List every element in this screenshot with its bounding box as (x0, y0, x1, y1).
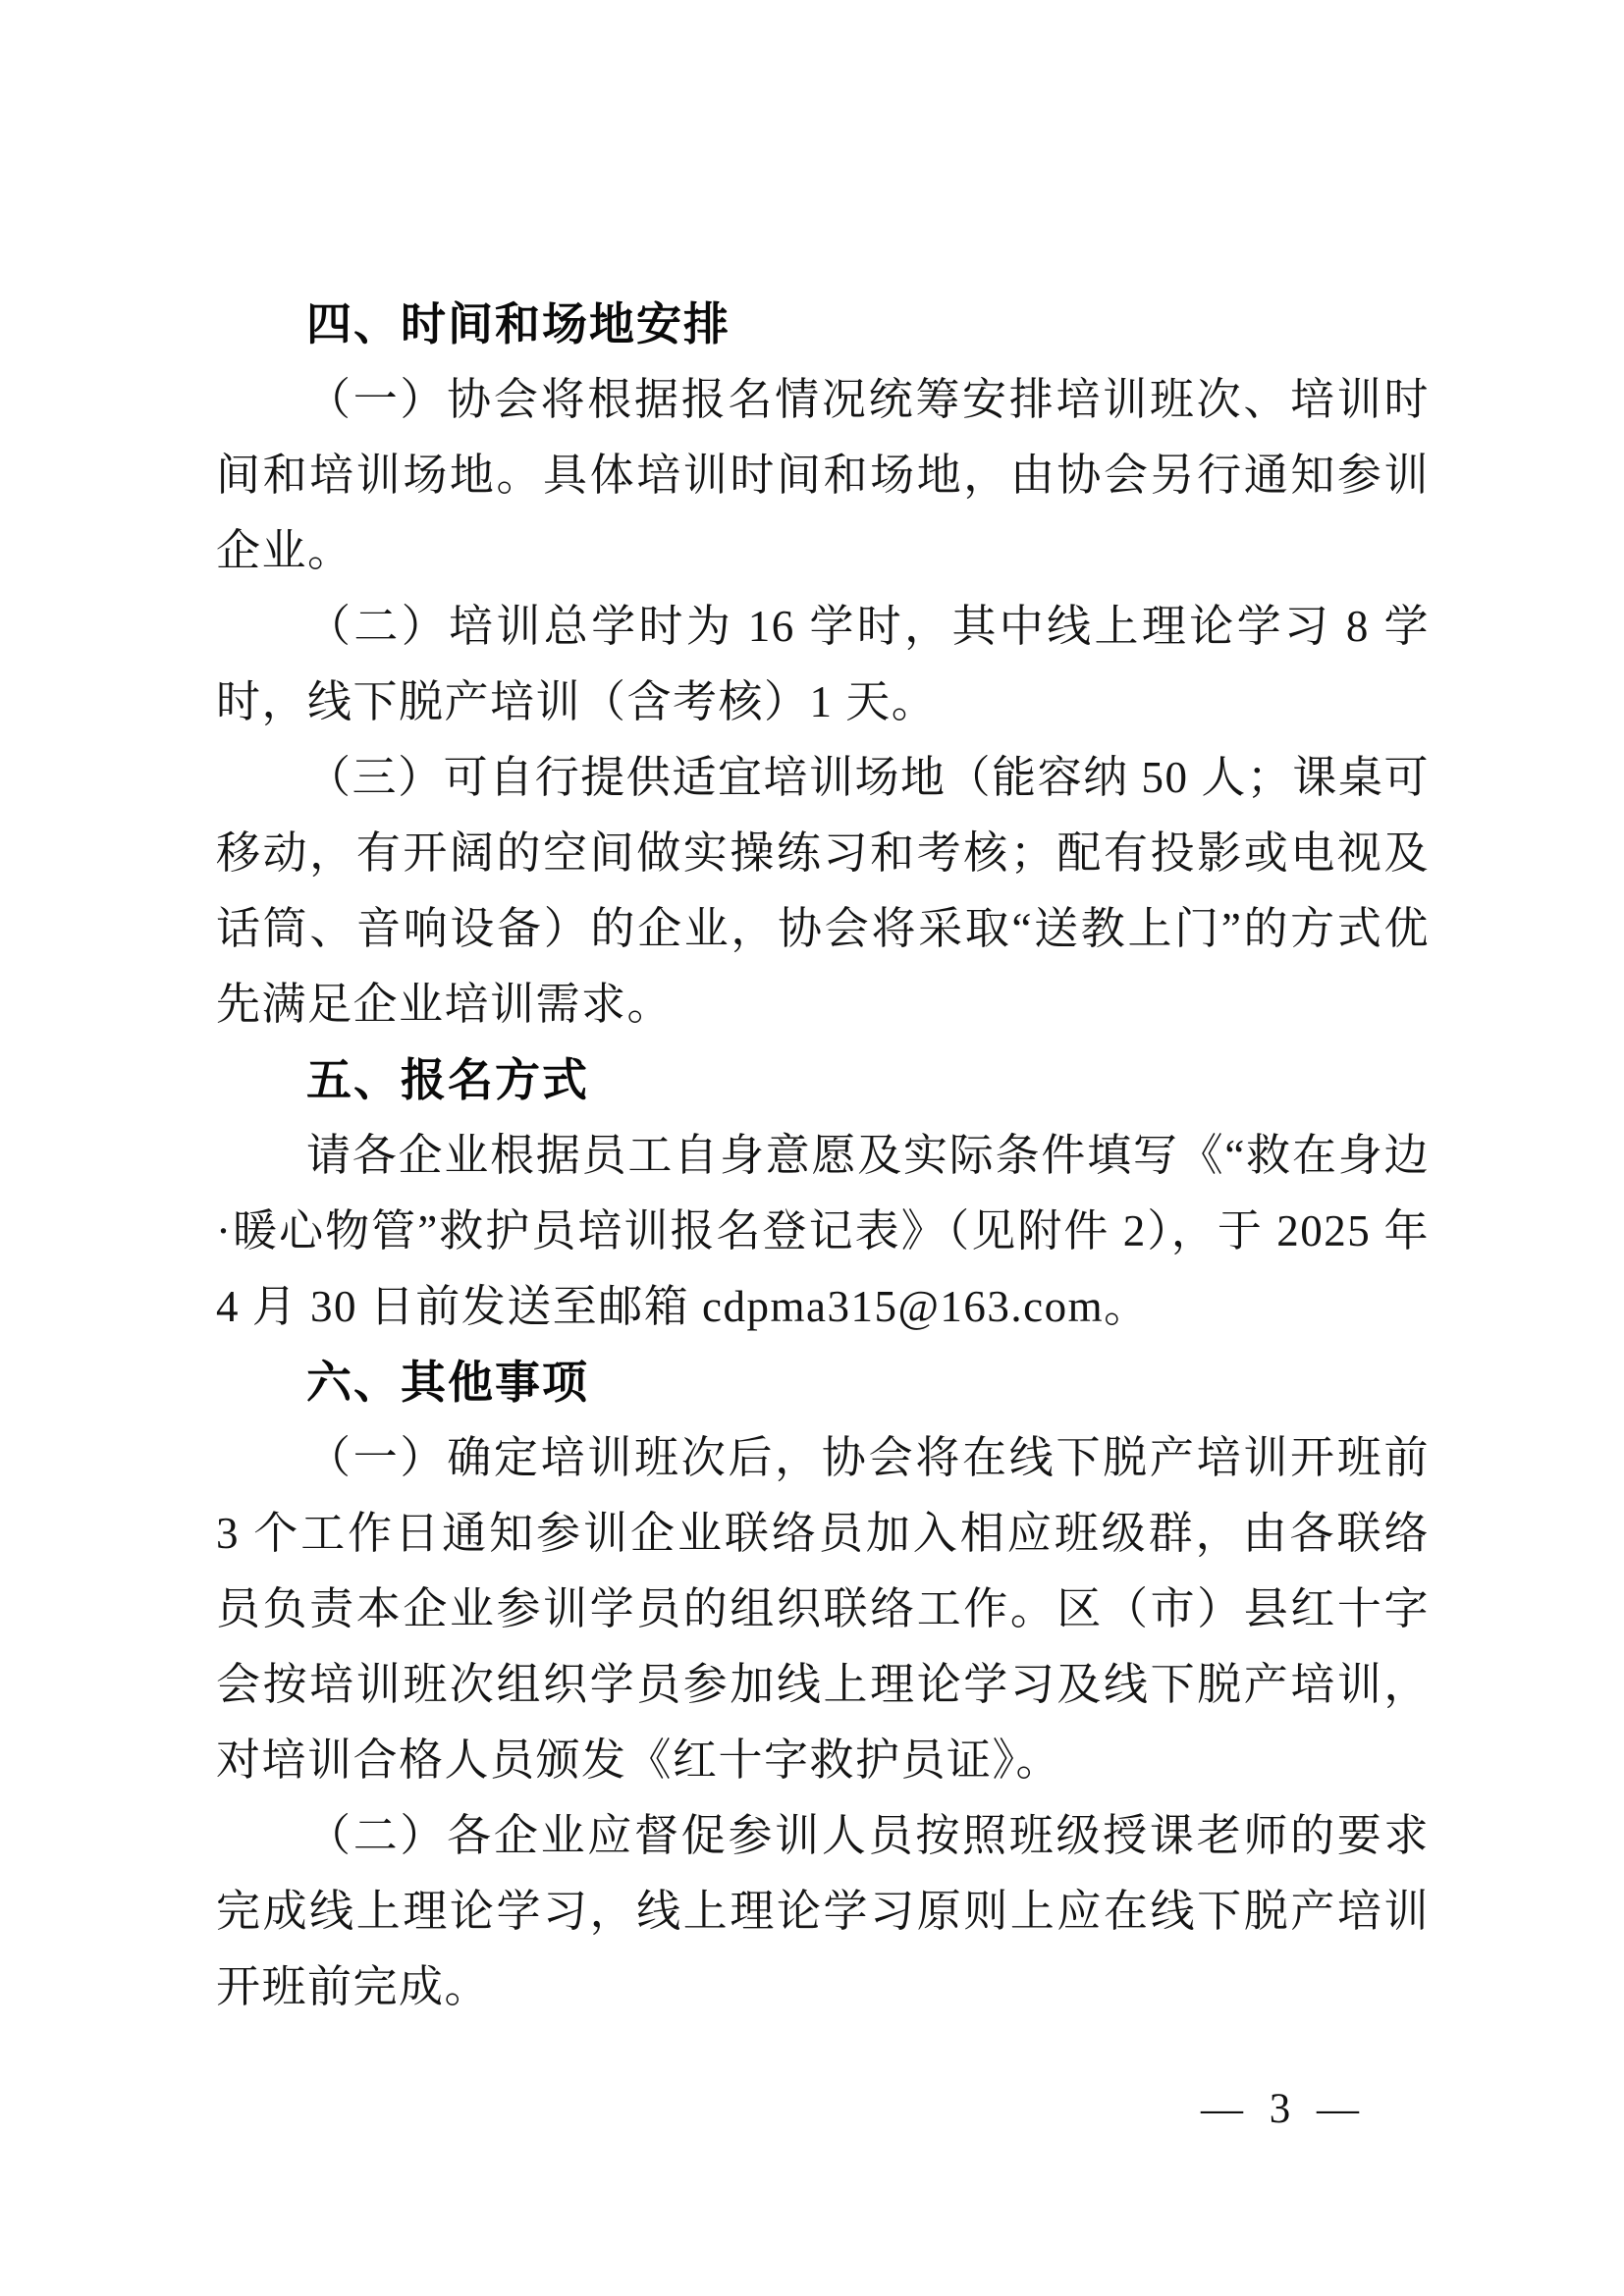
paragraph-training-venue-requirements: （三）可自行提供适宜培训场地（能容纳 50 人；课桌可移动，有开阔的空间做实操练习和考核；配有投影或电视及话筒、音响设备）的企业，协会将采取“送教上门”的方式优先满足企业培训需求。 (216, 753, 1430, 1029)
page-number: — 3 — (1201, 2086, 1367, 2132)
paragraph-online-study-requirement: （二）各企业应督促参训人员按照班级授课老师的要求完成线上理论学习，线上理论学习原则上应在线下脱产培训开班前完成。 (216, 1811, 1430, 2011)
paragraph-training-schedule: （一）协会将根据报名情况统筹安排培训班次、培训时间和培训场地。具体培训时间和场地，由协会另行通知参训企业。 (216, 375, 1430, 575)
section-heading-registration: 五、报名方式 (306, 1054, 589, 1105)
paragraph-registration-instructions: 请各企业根据员工自身意愿及实际条件填写《“救在身边·暖心物管”救护员培训报名登记表》（见附件 2），于 2025 年 4 月 30 日前发送至邮箱 cdpma315@163.com。 (216, 1131, 1430, 1331)
section-heading-time-and-venue: 四、时间和场地安排 (306, 298, 731, 349)
section-other-matters (216, 1345, 1430, 2025)
paragraph-class-organization: （一）确定培训班次后，协会将在线下脱产培训开班前 3 个工作日通知参训企业联络员加入相应班级群，由各联络员负责本企业参训学员的组织联络工作。区（市）县红十字会按培训班次组织学员参加线上理论学习及线下脱产培训，对培训合格人员颁发《红十字救护员证》。 (216, 1433, 1430, 1785)
section-time-and-venue (216, 287, 1430, 1042)
paragraph-training-hours: （二）培训总学时为 16 学时，其中线上理论学习 8 学时，线下脱产培训（含考核）1 天。 (216, 602, 1430, 726)
section-registration (216, 1042, 1430, 1345)
document-body (216, 287, 1430, 2025)
section-heading-other-matters: 六、其他事项 (306, 1357, 589, 1408)
